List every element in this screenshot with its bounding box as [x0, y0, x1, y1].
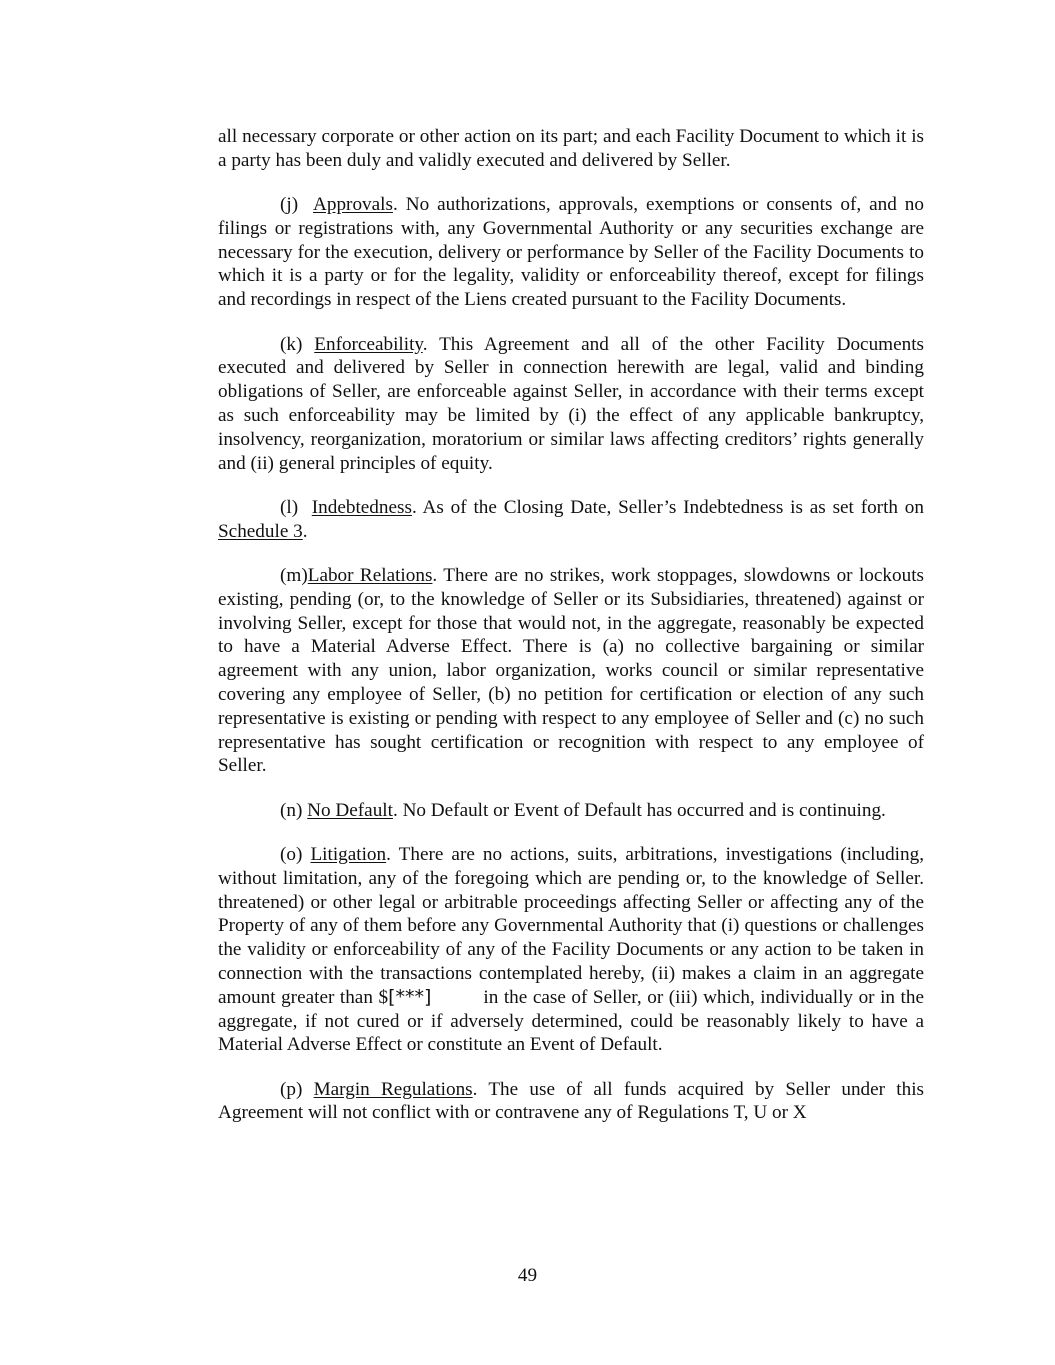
section-k-enforceability — [218, 333, 924, 476]
section-heading: Approvals — [313, 194, 393, 216]
section-label: (n) — [280, 799, 303, 821]
section-text: . No authorizations, approvals, exemptions or consents of, and no filings or registrations with, any Governmental Authority or any securities exchange are necessary for the execution, delivery or performance by Seller of the Facility Documents to which it is a party or for the legality, validity or enforceability thereof, except for filings and recordings in respect of the Liens created pursuant to the Facility Documents. — [218, 194, 924, 311]
section-o-litigation — [218, 843, 924, 1057]
document-body — [218, 125, 924, 1146]
section-heading: Litigation — [310, 843, 387, 865]
section-text: . As of the Closing Date, Seller’s Indebtedness is as set forth on — [411, 496, 924, 518]
section-text: . This Agreement and all of the other Facility Documents executed and delivered by Seller in connection herewith are legal, valid and binding obligations of Seller, are enforceable against Seller, in accordance with their terms except as such enforceability may be limited by (i) the effect of any applicable bankruptcy, insolvency, reorganization, moratorium or similar laws affecting creditors’ rights generally and (ii) general principles of equity. — [218, 333, 924, 474]
page-number: 49 — [517, 1265, 538, 1286]
section-text: . The use of all funds acquired by Seller under this Agreement will not conflict with or contravene any of Regulations T, U or X — [218, 1078, 925, 1124]
intro-text: all necessary corporate or other action on its part; and each Facility Document to which it is a party has been duly and validly executed and delivered by Seller. — [218, 126, 924, 171]
section-heading: Margin Regulations — [313, 1078, 473, 1100]
section-heading: Enforceability — [314, 333, 423, 355]
section-label: (o) — [280, 843, 303, 865]
section-heading: Indebtedness — [311, 496, 412, 518]
section-text-after: . — [302, 520, 308, 542]
section-text-after: in the case of Seller, or (iii) which, individually or in the aggregate, if not cured or if adversely determined, could be reasonably likely to have a Material Adverse Effect or constitute an Event of Default. — [218, 986, 924, 1056]
section-m-labor-relations — [218, 564, 924, 778]
intro-paragraph — [218, 125, 924, 173]
redaction-marker: [***] — [388, 985, 432, 1008]
section-p-margin-regulations — [218, 1078, 924, 1126]
section-n-no-default — [218, 799, 924, 823]
section-label: (p) — [280, 1078, 303, 1100]
section-label: (j) — [280, 194, 299, 216]
section-text: . There are no actions, suits, arbitrations, investigations (including, without limitation, any of the foregoing which are pending or, to the knowledge of Seller. threatened) or other legal or arbitrable proceedings affecting Seller or affecting any of the Property of any of them before any Governmental Authority that (i) questions or challenges the validity or enforceability of any of the Facility Documents or any action to be taken in connection with the transactions contemplated hereby, (ii) makes a claim in an aggregate amount greater than $ — [218, 843, 924, 1008]
section-label: (l) — [280, 496, 299, 518]
section-l-indebtedness — [218, 496, 924, 544]
section-text: . No Default or Event of Default has occurred and is continuing. — [392, 799, 886, 821]
section-heading: No Default — [307, 799, 393, 821]
section-text: . There are no strikes, work stoppages, slowdowns or lockouts existing, pending (or, to the knowledge of Seller or its Subsidiaries, threatened) against or involving Seller, except for those that would not, in the aggregate, reasonably be expected to have a Material Adverse Effect. There is (a) no collective bargaining or similar agreement with any union, labor organization, works council or similar representative covering any employee of Seller, (b) no petition for certification or election of any such representative is existing or pending with respect to any employee of Seller and (c) no such representative has sought certification or recognition with respect to any employee of Seller. — [218, 564, 924, 777]
schedule-reference: Schedule 3 — [218, 520, 303, 542]
section-j-approvals — [218, 193, 924, 312]
section-heading: Labor Relations — [307, 564, 433, 586]
section-label: (m) — [280, 564, 308, 586]
section-label: (k) — [280, 333, 303, 355]
